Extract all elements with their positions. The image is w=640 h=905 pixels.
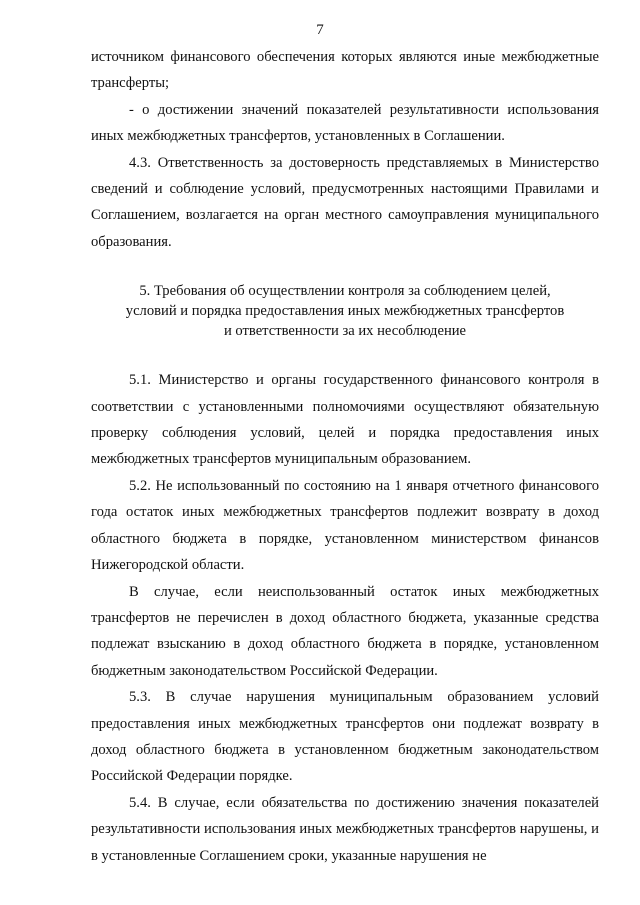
paragraph-5-1-control: 5.1. Министерство и органы государственного финансового контроля в соответствии с установленными полномочиями осуществляют обязательную проверку соблюдения условий, целей и порядка предоставления иных межбюджетных трансфертов муниципальным образованием. (91, 372, 599, 468)
section-heading-line: и ответственности за их несоблюдение (223, 323, 467, 340)
section-heading-line: 5. Требования об осуществлении контроля за соблюдением целей, (139, 283, 551, 300)
paragraph-performance-indicators: - о достижении значений показателей результативности использования иных межбюджетных трансфертов, установленных в Соглашении. (91, 101, 599, 145)
document-body (91, 44, 599, 869)
paragraph-4-3-responsibility: 4.3. Ответственность за достоверность представляемых в Министерство сведений и соблюдение условий, предусмотренных настоящими Правилами и Соглашением, возлагается на орган местного самоуправления муниципального образования. (91, 154, 599, 250)
paragraph-recovery: В случае, если неиспользованный остаток иных межбюджетных трансфертов не перечислен в доход областного бюджета, указанные средства подлежат взысканию в доход областного бюджета в порядке, установленном бюджетным законодательством Российской Федерации. (91, 583, 599, 679)
section-heading-line: условий и порядка предоставления иных межбюджетных трансфертов (125, 303, 565, 320)
paragraph-5-2-unused-balance: 5.2. Не использованный по состоянию на 1 января отчетного финансового года остаток иных межбюджетных трансфертов подлежит возврату в доход областного бюджета в порядке, установленном министерством финансов Нижегородской области. (91, 477, 599, 574)
paragraph-5-4-obligations: 5.4. В случае, если обязательства по достижению значения показателей результативности использования иных межбюджетных трансфертов нарушены, и в установленные Соглашением сроки, указанные нарушения не (91, 794, 599, 864)
section-5-heading (91, 281, 599, 341)
paragraph-transfers-continuation: источником финансового обеспечения которых являются иные межбюджетные трансферты; (91, 49, 599, 92)
page-number: 7 (316, 22, 324, 38)
paragraph-5-3-violation: 5.3. В случае нарушения муниципальным образованием условий предоставления иных межбюджетных трансфертов они подлежат возврату в доход областного бюджета в установленном бюджетным законодательством Российской Федерации порядке. (91, 689, 599, 785)
